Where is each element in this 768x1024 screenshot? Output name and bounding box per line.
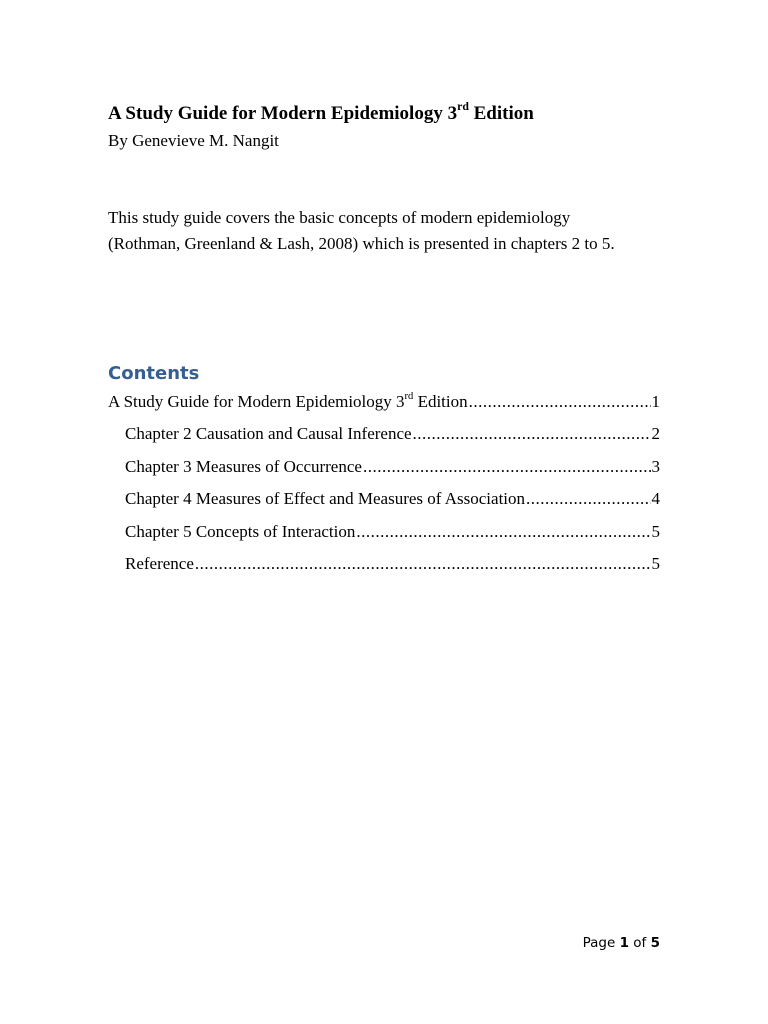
toc-entry-chapter-2[interactable] <box>108 424 660 456</box>
toc-leader-dots <box>526 489 650 509</box>
toc-entry-text-end: Edition <box>413 392 468 411</box>
toc-entry-text-main: A Study Guide for Modern Epidemiology 3 <box>108 392 405 411</box>
toc-leader-dots <box>469 392 651 412</box>
toc-entry-page: 5 <box>651 521 660 541</box>
toc-leader-dots <box>195 554 651 574</box>
document-title <box>108 101 534 127</box>
intro-paragraph <box>108 205 668 257</box>
table-of-contents <box>108 392 660 586</box>
title-superscript: rd <box>457 99 469 113</box>
toc-entry-page: 2 <box>651 424 660 444</box>
footer-page-label: Page <box>582 935 620 951</box>
toc-entry-text: Chapter 2 Causation and Causal Inference <box>125 424 412 444</box>
toc-entry-text: Reference <box>125 553 194 573</box>
page-footer <box>583 933 660 953</box>
toc-entry-title[interactable] <box>108 392 660 424</box>
toc-entry-chapter-3[interactable] <box>108 457 660 489</box>
footer-of-label: of <box>628 935 651 951</box>
intro-line-2: (Rothman, Greenland & Lash, 2008) which is presented in chapters 2 to 5. <box>108 234 615 253</box>
toc-entry-superscript: rd <box>404 390 414 402</box>
author-line: By Genevieve M. Nangit <box>108 131 279 150</box>
toc-entry-reference[interactable] <box>108 554 660 586</box>
toc-entry-text <box>108 392 468 412</box>
contents-heading: Contents <box>108 363 200 384</box>
toc-entry-page: 4 <box>651 489 660 509</box>
toc-entry-text: Chapter 5 Concepts of Interaction <box>125 521 356 541</box>
toc-leader-dots <box>356 522 650 542</box>
toc-entry-chapter-4[interactable] <box>108 489 660 521</box>
toc-entry-text: Chapter 3 Measures of Occurrence <box>125 456 362 476</box>
title-end: Edition <box>468 103 534 124</box>
toc-entry-page: 5 <box>651 553 660 573</box>
toc-leader-dots <box>413 424 651 444</box>
footer-current-page: 1 <box>619 935 629 951</box>
title-main: A Study Guide for Modern Epidemiology 3 <box>108 103 458 124</box>
toc-entry-page: 1 <box>651 392 660 411</box>
intro-line-1: This study guide covers the basic concepts of modern epidemiology <box>108 208 571 227</box>
footer-total-pages: 5 <box>650 935 660 951</box>
toc-entry-page: 3 <box>651 456 660 476</box>
toc-leader-dots <box>363 457 651 477</box>
toc-entry-text: Chapter 4 Measures of Effect and Measures of Association <box>125 489 526 509</box>
toc-entry-chapter-5[interactable] <box>108 522 660 554</box>
